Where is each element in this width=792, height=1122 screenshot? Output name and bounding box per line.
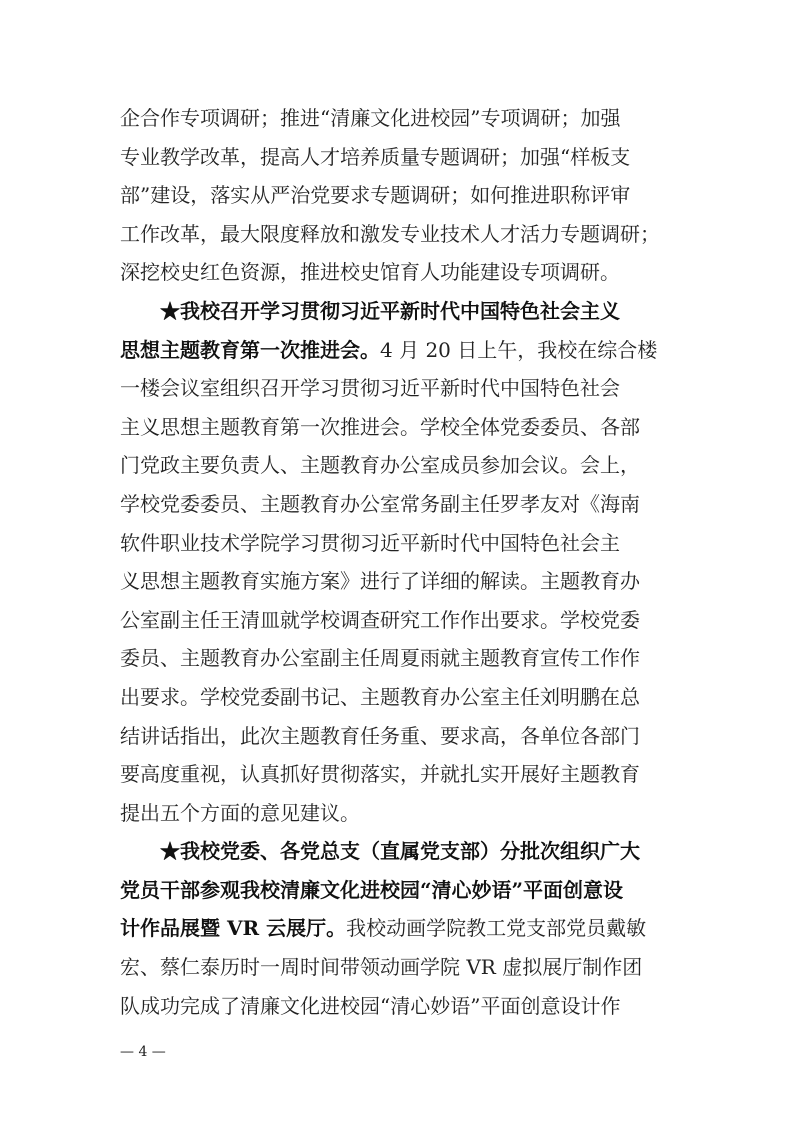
news-heading: ★我校召开学习贯彻习近平新时代中国特色社会主义 [160, 298, 620, 323]
news-heading-end: 思想主题教育第一次推进会。 [120, 337, 380, 362]
text-line: 队成功完成了清廉文化进校园“清心妙语”平面创意设计作 [120, 993, 621, 1018]
text-line: 提出五个方面的意见建议。 [120, 800, 360, 825]
text-line: 企合作专项调研；推进“清廉文化进校园”专项调研；加强 [120, 106, 621, 130]
text-line: 门党政主要负责人、主题教育办公室成员参加会议。会上， [120, 453, 640, 478]
text-line: 专业教学改革，提高人才培养质量专题调研；加强“样板支 [120, 144, 631, 169]
text-line: 要高度重视，认真抓好贯彻落实，并就扎实开展好主题教育 [120, 762, 640, 787]
text-line: 委员、主题教育办公室副主任周夏雨就主题教育宣传工作作 [120, 646, 640, 671]
text-line: 公室副主任王清皿就学校调查研究工作作出要求。学校党委 [120, 607, 640, 632]
text-line [120, 909, 676, 948]
text-line: 义思想主题教育实施方案》进行了详细的解读。主题教育办 [120, 569, 640, 594]
page-number: — 4 — [120, 1044, 166, 1060]
text-line [120, 331, 676, 370]
text-line: 软件职业技术学院学习贯彻习近平新时代中国特色社会主 [120, 530, 620, 555]
text-line: 学校党委委员、主题教育办公室常务副主任罗孝友对《海南 [120, 491, 640, 516]
text-line: 宏、蔡仁泰历时一周时间带领动画学院 VR 虚拟展厅制作团 [120, 955, 643, 980]
text-line: 工作改革，最大限度释放和激发专业技术人才活力专题调研； [120, 221, 660, 246]
body-text [120, 99, 676, 1025]
news-heading-end: 计作品展暨 VR 云展厅。 [120, 916, 347, 941]
text-line: 结讲话指出，此次主题教育任务重、要求高，各单位各部门 [120, 723, 640, 748]
text-segment: 我校动画学院教工党支部党员戴敏 [346, 916, 647, 941]
text-line: 主义思想主题教育第一次推进会。学校全体党委委员、各部 [120, 414, 640, 439]
text-line: 一楼会议室组织召开学习贯彻习近平新时代中国特色社会 [120, 376, 620, 401]
text-segment: 4 月 20 日上午，我校在综合楼 [380, 337, 658, 362]
news-heading: 党员干部参观我校清廉文化进校园“清心妙语”平面创意设 [120, 877, 624, 902]
news-heading: ★我校党委、各党总支（直属党支部）分批次组织广大 [160, 839, 640, 864]
paragraph-promotion-meeting [120, 292, 676, 832]
paragraph-vr-exhibition [120, 832, 676, 1025]
text-line: 出要求。学校党委副书记、主题教育办公室主任刘明鹏在总 [120, 684, 640, 709]
text-line: 部”建设，落实从严治党要求专题调研；如何推进职称评审 [120, 183, 631, 208]
text-line: 深挖校史红色资源，推进校史馆育人功能建设专项调研。 [120, 260, 620, 285]
paragraph-research-topics [120, 99, 676, 292]
